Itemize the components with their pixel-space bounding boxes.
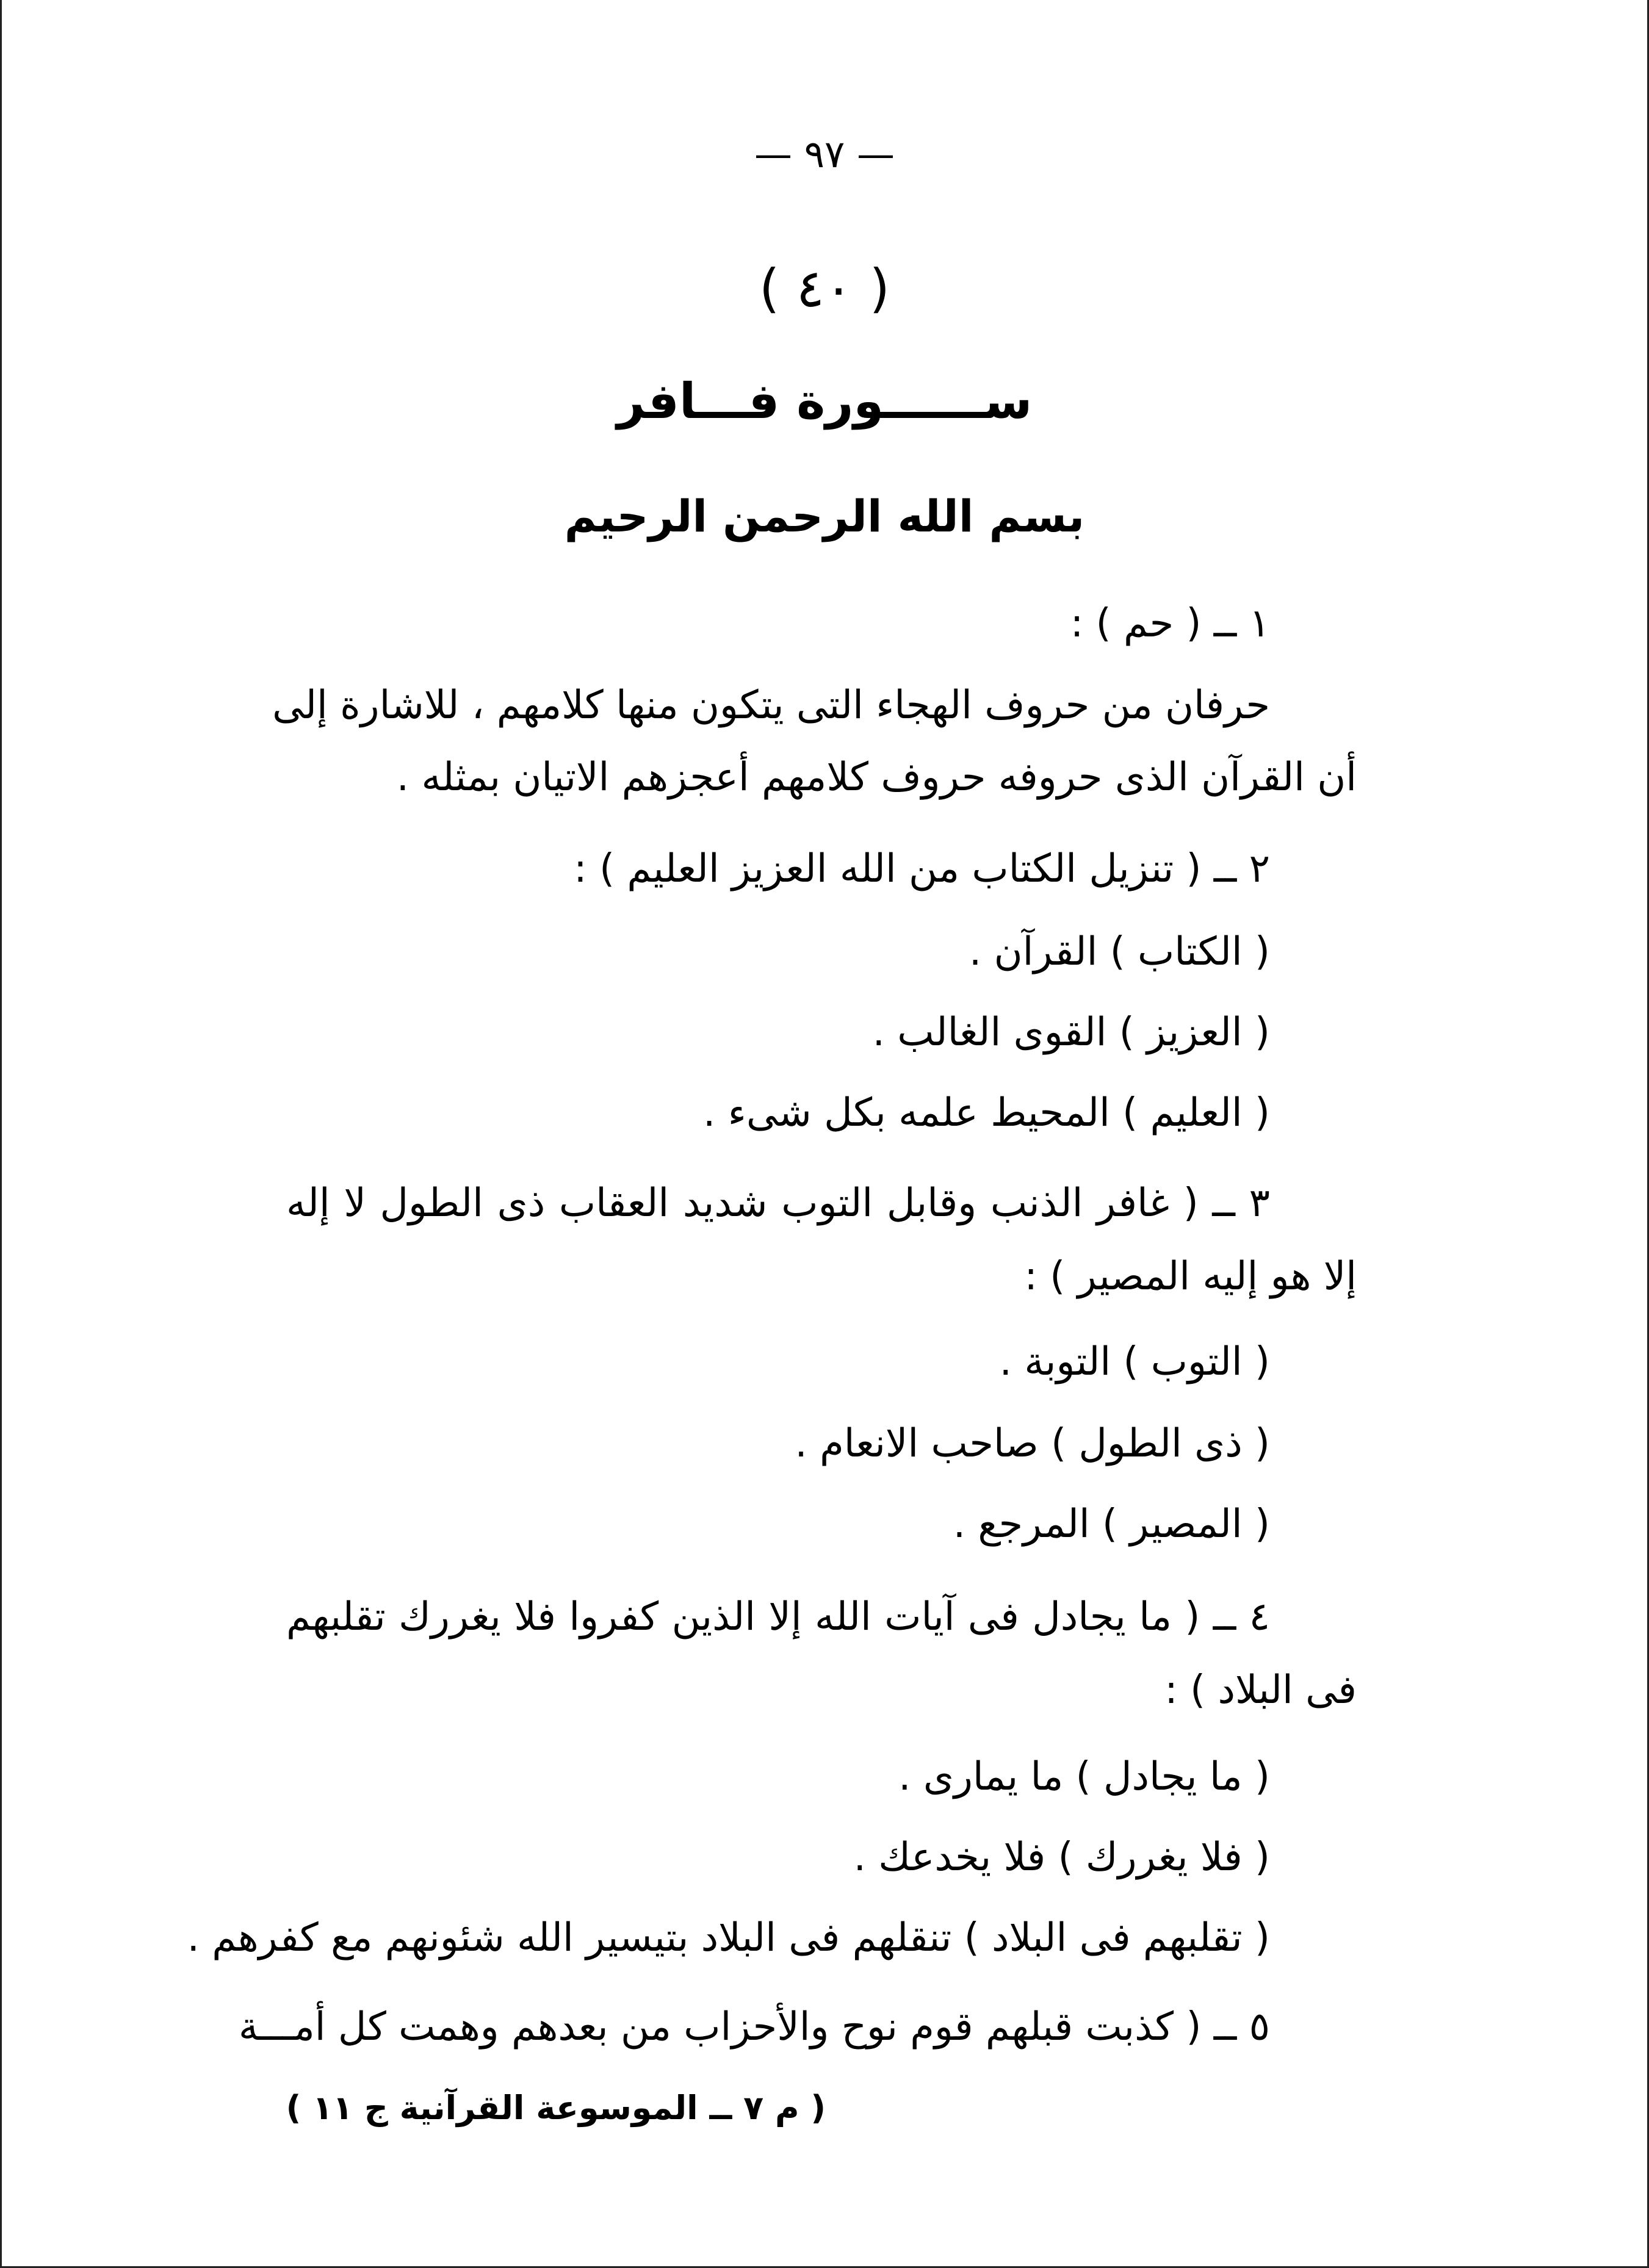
- verse-3-gloss-3: ( المصير ) المرجع .: [953, 1502, 1270, 1547]
- verse-3-heading-line-1: ٣ ــ ( غافر الذنب وقابل التوب شديد العقاب ذى الطول لا إله: [286, 1181, 1270, 1226]
- verse-3-gloss-1: ( التوب ) التوبة .: [999, 1339, 1270, 1384]
- verse-4-gloss-3: ( تقلبهم فى البلاد ) تنقلهم فى البلاد بتيسير الله شئونهم مع كفرهم .: [187, 1915, 1270, 1960]
- verse-3-gloss-2: ( ذى الطول ) صاحب الانعام .: [795, 1421, 1270, 1466]
- verse-2-gloss-3: ( العليم ) المحيط علمه بكل شىء .: [703, 1090, 1270, 1136]
- verse-3-heading-line-2: إلا هو إليه المصير ) :: [1024, 1254, 1357, 1299]
- verse-1-explanation-line-1: حرفان من حروف الهجاء التى يتكون منها كلامهم ، للاشارة إلى: [272, 683, 1270, 728]
- verse-2-gloss-1: ( الكتاب ) القرآن .: [969, 929, 1270, 974]
- basmala: بسم الله الرحمن الرحيم: [564, 491, 1085, 542]
- verse-4-gloss-2: ( فلا يغررك ) فلا يخدعك .: [853, 1835, 1270, 1880]
- verse-2-heading: ٢ ــ ( تنزيل الكتاب من الله العزيز العليم ) :: [574, 846, 1270, 891]
- verse-5-heading-line-1: ٥ ــ ( كذبت قبلهم قوم نوح والأحزاب من بعدهم وهمت كل أمـــة: [238, 2004, 1270, 2050]
- surah-title: ســــــورة فـــافر: [616, 373, 1033, 430]
- verse-4-heading-line-2: فى البلاد ) :: [1164, 1668, 1357, 1713]
- verse-2-gloss-2: ( العزيز ) القوى الغالب .: [872, 1010, 1270, 1055]
- page-number: — ٩٧ —: [754, 132, 895, 176]
- verse-4-gloss-1: ( ما يجادل ) ما يمارى .: [898, 1754, 1270, 1799]
- verse-1-heading: ١ ــ ( حم ) :: [1070, 601, 1270, 646]
- verse-1-explanation-line-2: أن القرآن الذى حروفه حروف كلامهم أعجزهم الاتيان بمثله .: [396, 755, 1357, 800]
- verse-4-heading-line-1: ٤ ــ ( ما يجادل فى آيات الله إلا الذين كفروا فلا يغررك تقلبهم: [286, 1594, 1270, 1640]
- footer-note: ( م ٧ ــ الموسوعة القرآنية ج ١١ ): [286, 2089, 826, 2127]
- surah-number: ( ٤٠ ): [759, 258, 890, 319]
